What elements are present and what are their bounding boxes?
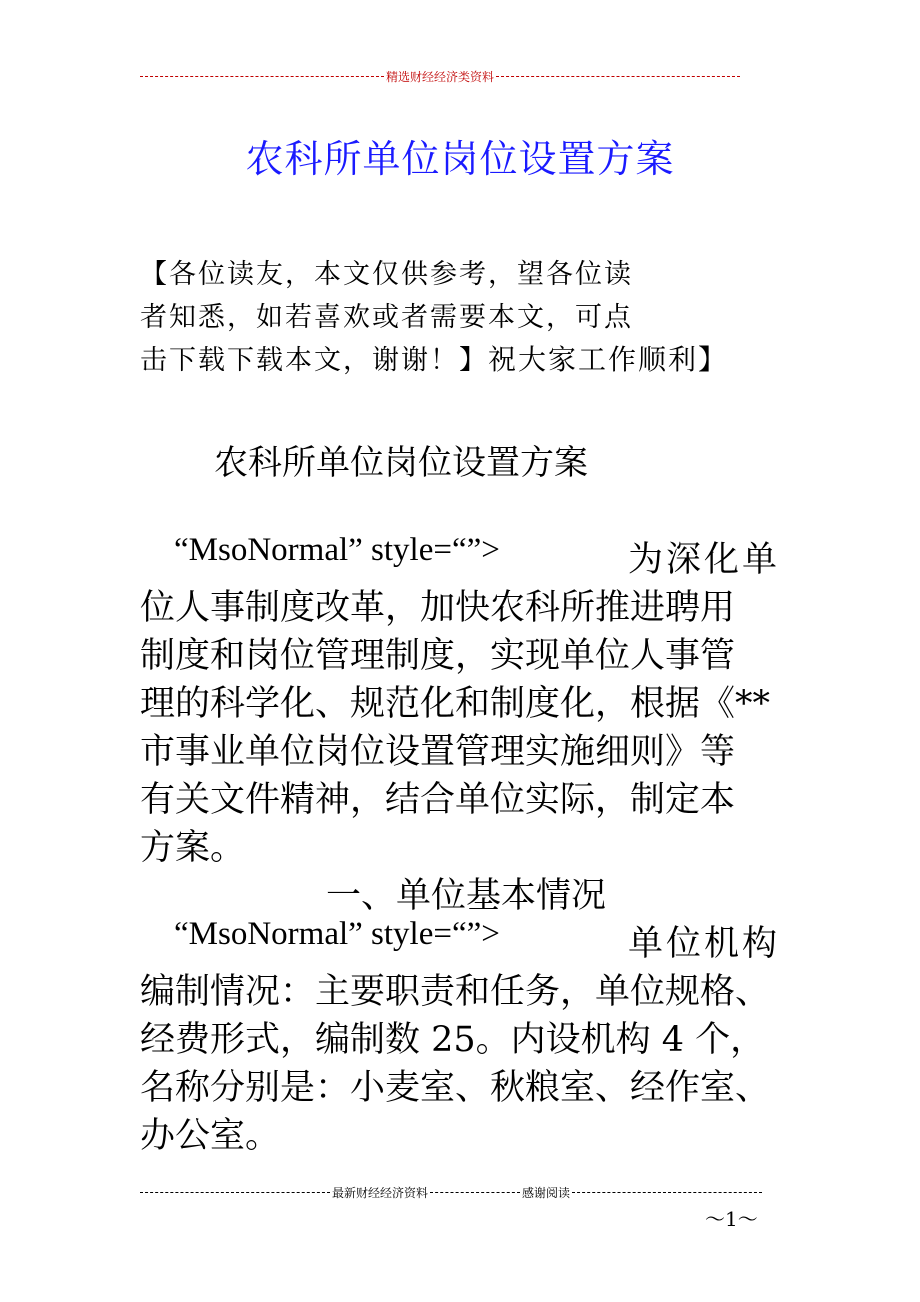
mso-fragment: “MsoNormal” style=“”> xyxy=(174,916,500,952)
header-text: 精选财经经济类资料 xyxy=(386,70,495,84)
paragraph-1-line-6: 有关文件精神，结合单位实际，制定本 xyxy=(140,780,736,820)
paragraph-1-line-5: 市事业单位岗位设置管理实施细则》等 xyxy=(140,732,736,772)
subtitle: 农科所单位岗位设置方案 xyxy=(214,443,588,483)
page-header xyxy=(140,68,740,85)
page-number: ～1～ xyxy=(705,1207,758,1231)
notice-line-3-b: 祝大家工作顺利】 xyxy=(488,343,729,376)
document-title: 农科所单位岗位设置方案 xyxy=(245,137,675,181)
footer-rule-right xyxy=(572,1192,762,1193)
footer-rule-left xyxy=(140,1192,330,1193)
paragraph-2-line-1 xyxy=(174,916,780,964)
paragraph-2-line-4: 名称分别是：小麦室、秋粮室、经作室、 xyxy=(140,1068,771,1108)
mso-fragment: “MsoNormal” style=“”> xyxy=(174,532,500,568)
section-heading-1: 一、单位基本情况 xyxy=(326,876,607,916)
page-footer xyxy=(140,1184,762,1201)
header-rule-right xyxy=(496,76,740,77)
paragraph-1-line-1-text: 为深化单 xyxy=(627,540,780,580)
footer-rule-middle xyxy=(430,1192,520,1193)
paragraph-1-line-3: 制度和岗位管理制度，实现单位人事管 xyxy=(140,636,736,676)
paragraph-1-line-4: 理的科学化、规范化和制度化，根据《** xyxy=(140,684,771,724)
paragraph-1-line-1 xyxy=(174,532,780,580)
header-rule-left xyxy=(140,76,384,77)
paragraph-1-line-7: 方案。 xyxy=(140,828,246,868)
paragraph-2-line-3: 经费形式，编制数 25。内设机构 4 个， xyxy=(140,1020,766,1060)
paragraph-2-line-2: 编制情况：主要职责和任务，单位规格、 xyxy=(140,972,771,1012)
notice-line-2: 者知悉，如若喜欢或者需要本文，可点 xyxy=(140,302,633,333)
notice-line-1: 【各位读友，本文仅供参考，望各位读 xyxy=(140,259,633,290)
notice-line-3-a: 击下载下载本文，谢谢！】 xyxy=(140,345,488,376)
paragraph-2-line-1-text: 单位机构 xyxy=(627,924,780,964)
footer-right-text: 感谢阅读 xyxy=(522,1186,571,1200)
paragraph-1-line-2: 位人事制度改革，加快农科所推进聘用 xyxy=(140,588,736,628)
notice-line-3 xyxy=(140,338,728,378)
paragraph-2-line-5: 办公室。 xyxy=(140,1116,281,1156)
footer-left-text: 最新财经经济资料 xyxy=(331,1186,428,1200)
